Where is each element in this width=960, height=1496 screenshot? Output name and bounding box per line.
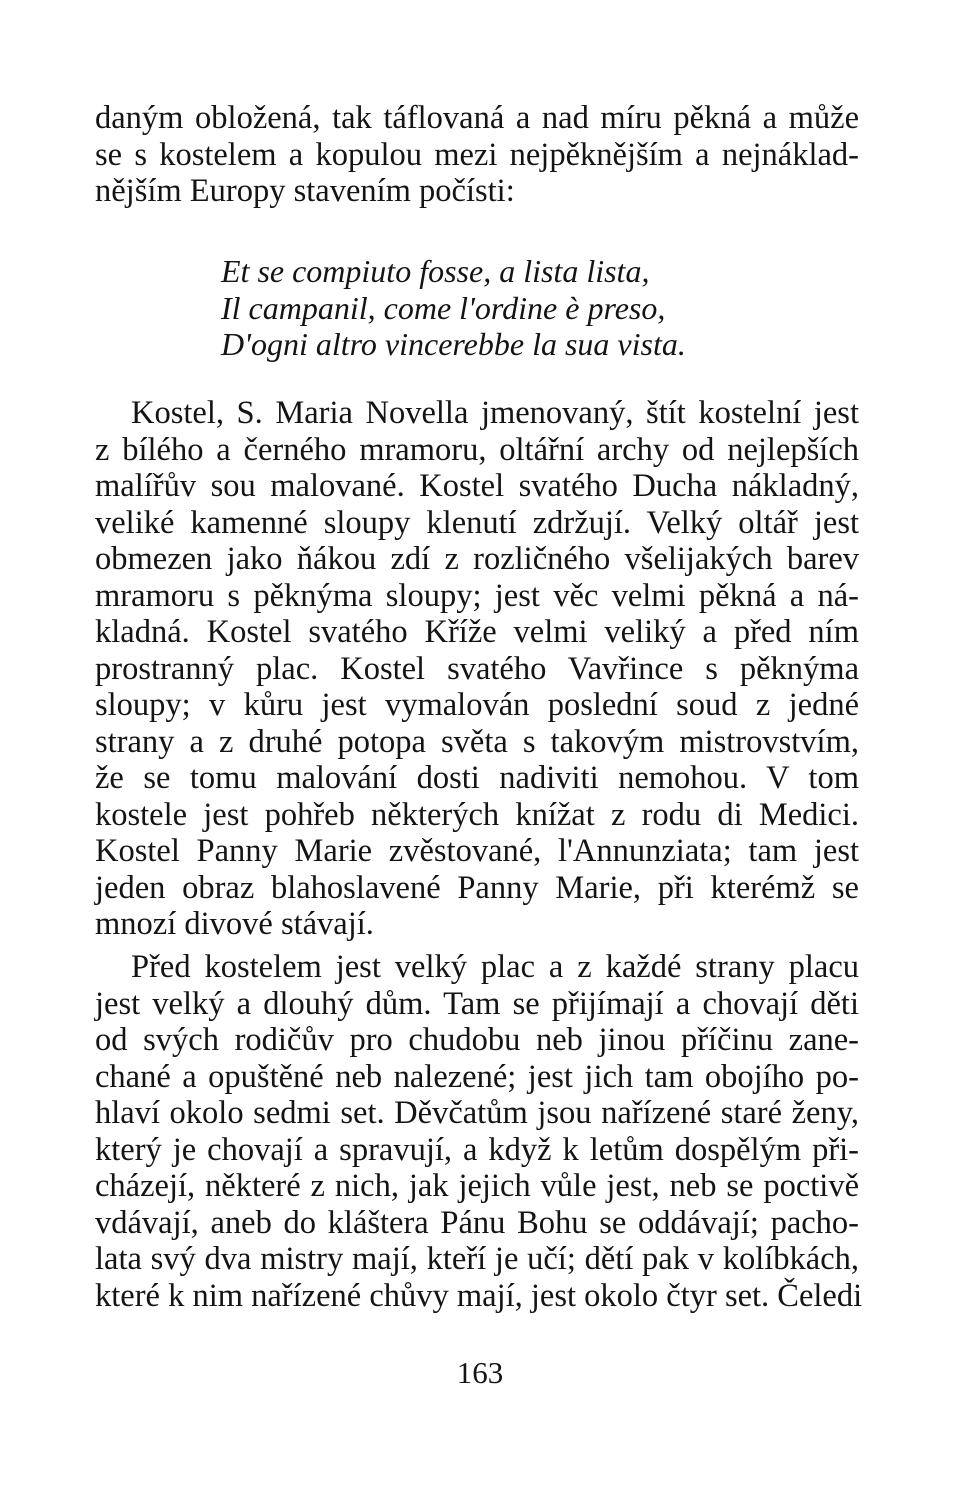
text-line: strany a z druhé potopa světa s takovým mistrovstvím, [95, 723, 859, 760]
text-line: mnozí divové stávají. [95, 906, 374, 942]
text-line: obmezen jako ňákou zdí z rozličného všelijakých barev [95, 541, 859, 577]
text-line: Před kostelem jest velký plac a z každé strany placu [131, 949, 859, 985]
text-line: kostele jest pohřeb některých knížat z rodu di Medici. [95, 796, 859, 833]
text-line: Kostel, S. Maria Novella jmenovaný, štít kostelní jest [131, 395, 859, 431]
paragraph-orphanage [95, 949, 863, 1314]
text-line: nějším Europy stavením počísti: [95, 173, 515, 209]
text-line: z bílého a černého mramoru, oltářní archy od nejlepších [95, 431, 859, 468]
text-line: se s kostelem a kopulou mezi nejpěknějším a nejnáklad- [95, 136, 859, 173]
verse-line: D'ogni altro vincerebbe la sua vista. [221, 326, 686, 362]
text-line: malířův sou malované. Kostel svatého Ducha nákladný, [95, 468, 859, 504]
text-line: chané a opuštěné neb nalezené; jest jich tam obojího po- [95, 1058, 859, 1095]
text-line: Kostel Panny Marie zvěstované, l'Annunziata; tam jest [95, 833, 859, 869]
text-line: mramoru s pěknýma sloupy; jest věc velmi pěkná a ná- [95, 577, 859, 614]
text-line: daným obložená, tak táflovaná a nad míru pěkná a může [95, 100, 859, 136]
text-line: že se tomu malování dosti nadiviti nemohou. V tom [95, 760, 859, 796]
verse-line: Et se compiuto fosse, a lista lista, [221, 253, 650, 289]
text-line: od svých rodičův pro chudobu neb jinou příčinu zane- [95, 1022, 859, 1058]
text-line: lata svý dva mistry mají, kteří je učí; dětí pak v kolíbkách, [95, 1241, 859, 1277]
text-line: jest velký a dlouhý dům. Tam se přijímají a chovají děti [95, 985, 859, 1022]
italian-verse [221, 253, 781, 363]
text-line: jeden obraz blahoslavené Panny Marie, při kterémž se [95, 869, 859, 906]
text-line: vdávají, aneb do kláštera Pánu Bohu se oddávají; pacho- [95, 1204, 859, 1241]
paragraph-churches [95, 395, 859, 943]
text-line: kladná. Kostel svatého Kříže velmi veliký a před ním [95, 614, 859, 650]
text-line: prostranný plac. Kostel svatého Vavřince s pěknýma [95, 650, 859, 687]
text-line: cházejí, některé z nich, jak jejich vůle jest, neb se poctivě [95, 1168, 859, 1204]
page-number: 163 [456, 1355, 504, 1390]
text-line: hlaví okolo sedmi set. Děvčatům jsou nařízené staré ženy, [95, 1095, 859, 1131]
text-line: který je chovají a spravují, a když k letům dospělým při- [95, 1131, 859, 1168]
verse-line: Il campanil, come l'ordine è preso, [221, 289, 666, 326]
text-line: sloupy; v kůru jest vymalován poslední soud z jedné [95, 687, 859, 723]
text-line: které k nim nařízené chůvy mají, jest okolo čtyr set. Čeledi [95, 1277, 863, 1314]
text-line: veliké kamenné sloupy klenutí zdržují. Velký oltář jest [95, 504, 859, 541]
paragraph-intro [95, 100, 859, 210]
